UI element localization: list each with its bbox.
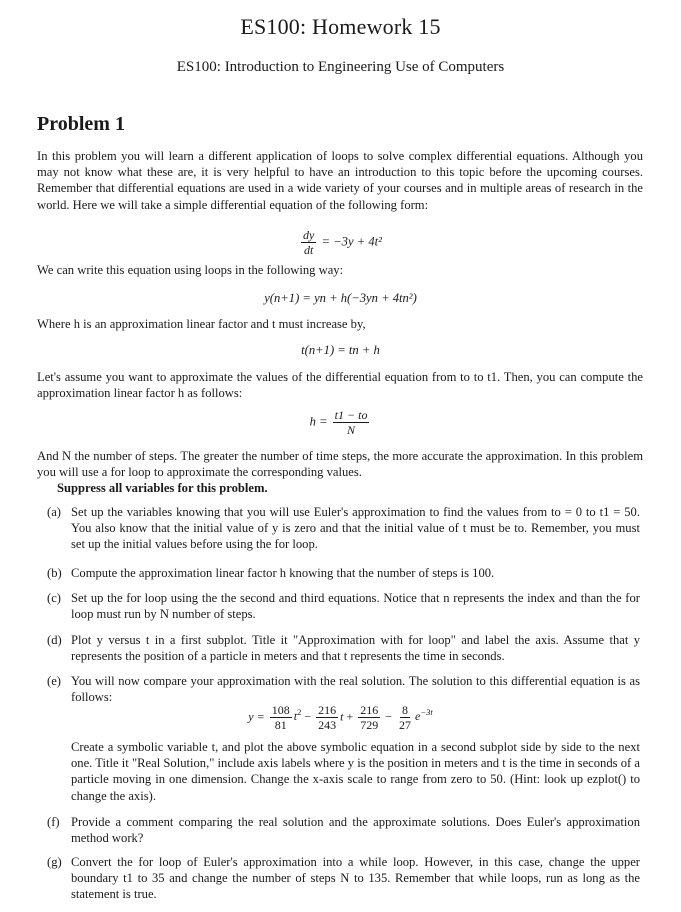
item-b: (b) Compute the approximation linear factor h knowing that the number of steps is 100. [47,566,495,580]
item-d: (d) Plot y versus t in a first subplot. Title it "Approximation with for loop" and label the axis. Assume that y represents the position of a particle in meters and that t represents the time in seconds. [47,633,640,664]
item-g: (g) Convert the for loop of Euler's approximation into a while loop. However, in this case, change the upper boundary t1 to 35 and change the number of steps N to 135. Remember that while loops, run as long as the statement is true. [47,855,640,902]
item-c: (c) Set up the for loop using the the second and third equations. Notice that n represents the index and than the for loop must run by N number of steps. [47,591,640,622]
time-update-equation: t(n+1) = tn + h [301,343,380,357]
derivative-fraction: $\frac{dy}{dt}$ [303,228,315,257]
where-text: Where h is an approximation linear factor and t must increase by, [37,317,366,331]
step-size-fraction: $\frac{t1 - to}{N}$ [334,408,368,437]
differential-equation [0,228,681,257]
assume-text: Let's assume you want to approximate the values of the differential equation from to to t1. Then, you can compute the approximation linear factor h as follows: [37,370,643,401]
real-solution-equation: y = $\frac{108}{81}$ $t^2$ − $\frac{216}{243}$ t + $\frac{216}{729}$ − $\frac{8}{27}$ $e^{-3t}$ [248,703,433,732]
suppress-note: Suppress all variables for this problem. [57,481,268,495]
problem-heading: Problem 1 [37,113,125,135]
item-e-continued: Create a symbolic variable t, and plot the above symbolic equation in a second subplot side by side to the next one. Title it "Real Solution," include axis labels where y is the position in meters and t is the time in seconds of a particle moving in one dimension. Change the x-axis scale to range from zero to 50. (Hint: look up ezplot() to change the axis). [71,740,640,803]
course-subtitle: ES100: Introduction to Engineering Use of Computers [176,59,505,75]
intro-paragraph: In this problem you will learn a different application of loops to solve complex differential equations. Although you may not know what these are, it is very helpful to have an introduction to this topic before the upcoming courses. Remember that differential equations are used in a wide variety of your courses and in multiple areas of research in the world. Here we will take a simple differential equation of the following form: [37,149,643,212]
euler-update-equation: y(n+1) = yn + h(−3yn + 4tn²) [264,291,417,305]
steps-text: And N the number of steps. The greater the number of time steps, the more accurate the approximation. In this problem you will use a for loop to approximate the corresponding values. [37,449,643,480]
item-e: (e) You will now compare your approximation with the real solution. The solution to this differential equation is as follows: [47,674,640,705]
item-a: (a) Set up the variables knowing that you will use Euler's approximation to find the values from to = 0 to t1 = 50. You also know that the initial value of y is zero and that the initial value of t must be to. Remember, you must set up the initial values before using the for loop. [47,505,640,552]
equation-rhs: = −3y + 4t² [321,234,382,249]
item-f: (f) Provide a comment comparing the real solution and the approximate solutions. Does Euler's approximation method work? [47,815,640,846]
loop-intro-text: We can write this equation using loops in the following way: [37,263,344,277]
step-size-equation: h = $\frac{t1 - to}{N}$ [309,408,368,437]
document-title: ES100: Homework 15 [240,14,441,39]
